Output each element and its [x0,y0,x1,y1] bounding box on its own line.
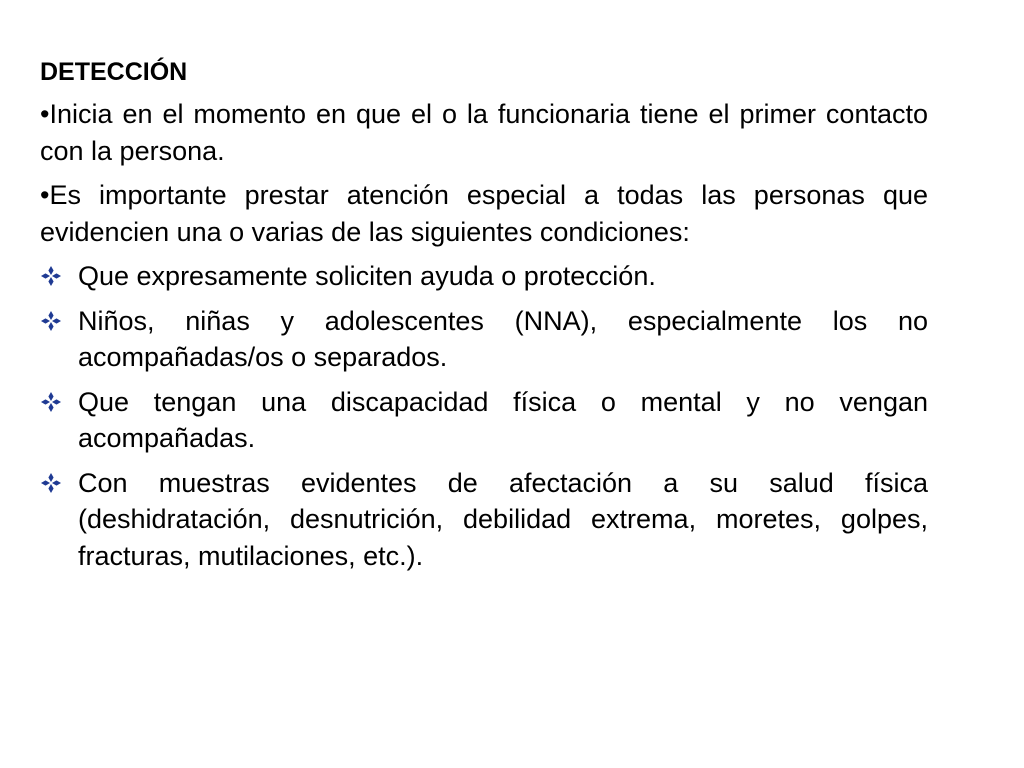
list-item-text: Con muestras evidentes de afectación a su salud física (deshidratación, desnutrición, debilidad extrema, moretes, golpes, fracturas, mutilaciones, etc.). [78,467,928,571]
list-item [40,384,928,457]
list-item-text: Niños, niñas y adolescentes (NNA), especialmente los no acompañadas/os o separados. [78,305,928,372]
four-diamond-icon [40,303,78,340]
list-item [40,465,928,575]
list-item-text: Que tengan una discapacidad física o mental y no vengan acompañadas. [78,386,928,453]
list-item [40,303,928,376]
list-item [40,258,928,295]
list-item-text: Que expresamente soliciten ayuda o protección. [78,261,656,291]
four-diamond-icon [40,258,78,295]
paragraph-inicia: •Inicia en el momento en que el o la funcionaria tiene el primer contacto con la persona. [40,99,928,166]
conditions-list [40,258,928,574]
four-diamond-icon [40,465,78,502]
paragraph-importante: •Es importante prestar atención especial a todas las personas que evidencien una o varias de las siguientes condiciones: [40,180,928,247]
slide-title: DETECCIÓN [40,58,188,86]
four-diamond-icon [40,384,78,421]
